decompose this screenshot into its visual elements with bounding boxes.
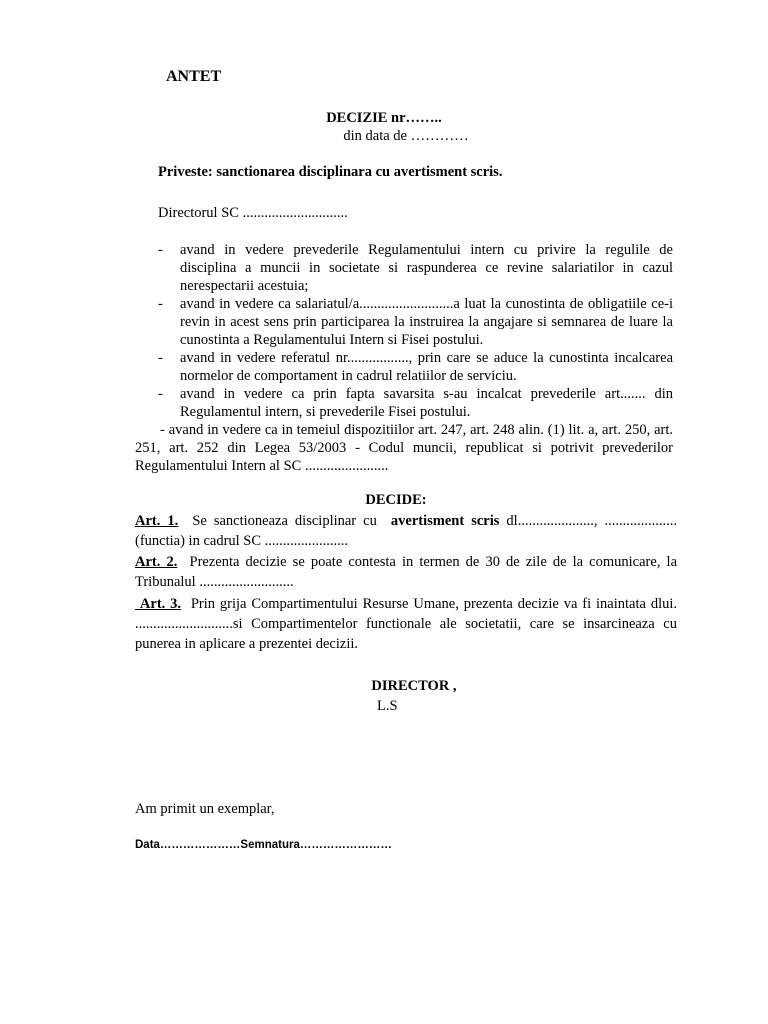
consideration-item <box>158 349 673 385</box>
article-2 <box>135 552 681 592</box>
antet-heading: ANTET <box>166 68 222 85</box>
consideration-text: avand in vedere prevederile Regulamentului intern cu privire la regulile de disciplina a muncii in societate si raspunderea ce revine salariatilor in cazul nerespectarii acestuia; <box>180 242 673 294</box>
list-dash: - <box>158 242 163 258</box>
list-dash: - <box>160 422 165 438</box>
consideration-item <box>135 421 673 475</box>
decision-title: DECIZIE nr…….. <box>326 110 442 126</box>
consideration-text: avand in vedere ca in temeiul dispozitiilor art. 247, art. 248 alin. (1) lit. a, art. 250, art. 251, art. 252 din Legea 53/2003 - Codul muncii, republicat si potrivit prevederilor Regulamentului Intern al SC ....................... <box>135 422 673 474</box>
consideration-item <box>158 241 673 295</box>
consideration-text: avand in vedere referatul nr................., prin care se aduce la cunostinta incalcarea normelor de comportament in cadrul relatiilor de serviciu. <box>180 350 673 384</box>
date-signature-line: Data…………………Semnatura…………………… <box>135 839 392 851</box>
seal-placeholder: L.S <box>377 698 398 714</box>
received-copy-note: Am primit un exemplar, <box>135 801 275 817</box>
article-label: Art. 3. <box>135 596 182 612</box>
consideration-text: avand in vedere ca salariatul/a..........................a luat la cunostinta de obligatiile ce-i revin in acest sens prin participarea la instruirea la angajare si semnarea de luare la cunostinta a Regulamentului Intern si Fisei postului. <box>180 296 673 348</box>
director-line: Directorul SC ............................. <box>158 205 348 221</box>
article-1 <box>135 511 677 551</box>
consideration-text: avand in vedere ca prin fapta savarsita s-au incalcat prevederile art....... din Regulamentul intern, si prevederile Fisei postului. <box>180 386 673 420</box>
list-dash: - <box>158 350 163 366</box>
signature-title: DIRECTOR , <box>371 678 457 694</box>
decision-date: din data de ………… <box>343 128 469 144</box>
subject-line: Priveste: sanctionarea disciplinara cu avertisment scris. <box>158 164 503 180</box>
decide-heading: DECIDE: <box>365 492 427 508</box>
list-dash: - <box>158 296 163 312</box>
article-3 <box>135 594 681 654</box>
article-text: Prin grija Compartimentului Resurse Umane, prezenta decizie va fi inaintata dlui. ...........................si Compartimentelor functionale ale societatii, care se insarcineaza cu punerea in aplicare a prezentei decizii. <box>135 596 681 652</box>
article-text: Se sanctioneaza disciplinar cu <box>178 513 391 529</box>
list-dash: - <box>158 386 163 402</box>
article-text: Prezenta decizie se poate contesta in termen de 30 de zile de la comunicare, la Tribunalul .......................... <box>135 554 681 590</box>
consideration-item <box>158 295 673 349</box>
article-label: Art. 2. <box>135 554 178 570</box>
sanction-type: avertisment scris <box>390 513 500 529</box>
article-text: dl....................., .................... (functia) in cadrul SC ....................... <box>135 513 677 549</box>
article-label: Art. 1. <box>135 513 179 529</box>
consideration-item <box>158 385 673 421</box>
